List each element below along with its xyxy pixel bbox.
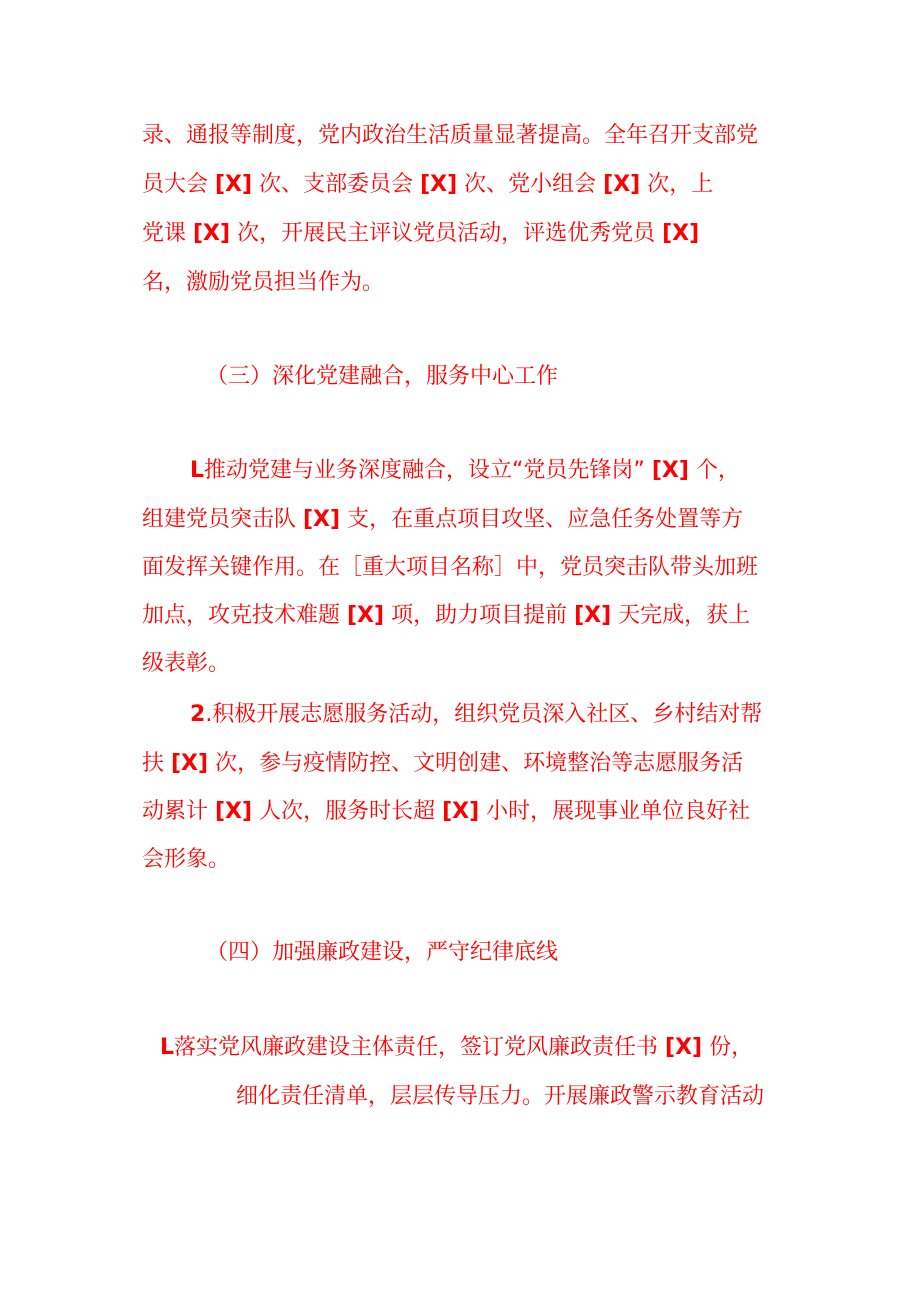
placeholder-x: [X] <box>442 799 480 824</box>
paragraph-line: 录、通报等制度，党内政治生活质量显著提高。全年召开支部党 <box>142 123 759 148</box>
paragraph-line: 动累计 [X] 人次，服务时长超 [X] 小时，展现事业单位良好社 <box>142 799 751 824</box>
section3-item1-line <box>190 456 740 486</box>
paragraph-line: 组建党员突击队 [X] 支，在重点项目攻坚、应急任务处置等方 <box>142 507 744 532</box>
paragraph-line: 会形象。 <box>142 847 231 872</box>
item-number-marker: L <box>190 458 205 483</box>
item-number-marker: L <box>160 1035 175 1060</box>
placeholder-x: [X] <box>171 751 209 776</box>
section-heading-3: （三）深化党建融合，服务中心工作 <box>206 364 559 389</box>
placeholder-x: [X] <box>574 603 612 628</box>
placeholder-x: [X] <box>215 799 253 824</box>
placeholder-x: [X] <box>603 172 641 197</box>
placeholder-x: [X] <box>215 172 253 197</box>
placeholder-x: [X] <box>193 221 231 246</box>
paragraph-line: 党课 [X] 次，开展民主评议党员活动，评选优秀党员 [X] <box>142 221 700 246</box>
placeholder-x: [X] <box>347 603 385 628</box>
paragraph-line: 级表彰。 <box>142 651 231 676</box>
paragraph-line: 细化责任清单，层层传导压力。开展廉政警示教育活动 <box>236 1084 765 1109</box>
section3-item2-line <box>190 700 762 730</box>
item-text: 推动党建与业务深度融合，设立“党员先锋岗” [X] 个， <box>204 458 740 483</box>
placeholder-x: [X] <box>420 172 458 197</box>
section-heading-4: （四）加强廉政建设，严守纪律底线 <box>206 940 559 965</box>
placeholder-x: [X] <box>651 458 689 483</box>
item-number-marker: 2 <box>190 702 206 727</box>
paragraph-line: 面发挥关键作用。在［重大项目名称］中，党员突击队带头加班 <box>142 555 759 580</box>
paragraph-line: 员大会 [X] 次、支部委员会 [X] 次、党小组会 [X] 次，上 <box>142 172 714 197</box>
paragraph-line: 名，激励党员担当作为。 <box>142 270 385 295</box>
paragraph-line: 加点，攻克技术难题 [X] 项，助力项目提前 [X] 天完成，获上 <box>142 603 751 628</box>
paragraph-line: 扶 [X] 次，参与疫情防控、文明创建、环境整治等志愿服务活 <box>142 751 744 776</box>
item-text: 落实党风廉政建设主体责任，签订党风廉政责任书 [X] 份， <box>174 1035 754 1060</box>
section4-item1-line <box>160 1033 753 1063</box>
placeholder-x: [X] <box>662 221 700 246</box>
placeholder-x: [X] <box>303 507 341 532</box>
item-text: .积极开展志愿服务活动，组织党员深入社区、乡村结对帮 <box>205 702 763 727</box>
placeholder-x: [X] <box>665 1035 703 1060</box>
